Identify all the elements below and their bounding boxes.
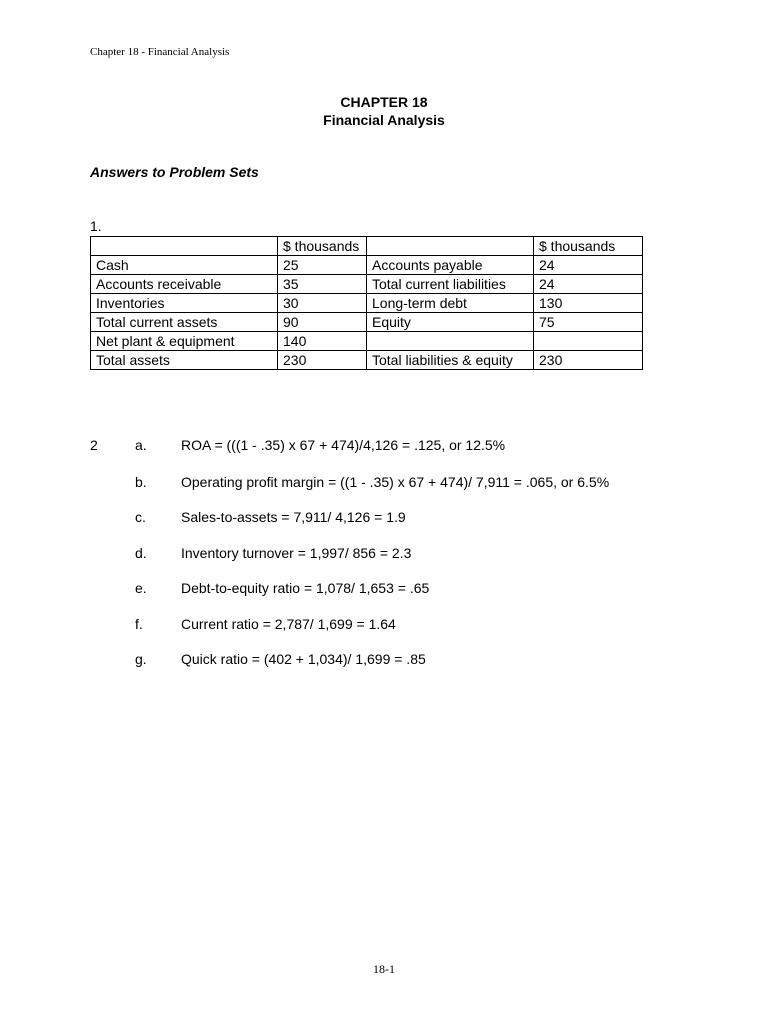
table-row xyxy=(91,332,643,351)
answer-current-ratio: Current ratio = 2,787/ 1,699 = 1.64 xyxy=(181,616,396,632)
item-letter: e. xyxy=(135,580,147,596)
table-cell: 24 xyxy=(534,275,643,294)
table-cell: 30 xyxy=(278,294,367,313)
table-cell: 140 xyxy=(278,332,367,351)
answer-debt-to-equity: Debt-to-equity ratio = 1,078/ 1,653 = .65 xyxy=(181,580,430,596)
table-cell: $ thousands xyxy=(278,237,367,256)
table-cell: Equity xyxy=(367,313,534,332)
answer-inventory-turnover: Inventory turnover = 1,997/ 856 = 2.3 xyxy=(181,545,412,561)
table-cell: 35 xyxy=(278,275,367,294)
table-cell: 230 xyxy=(534,351,643,370)
problem-2-number: 2 xyxy=(90,437,98,453)
table-cell: Long-term debt xyxy=(367,294,534,313)
chapter-subtitle: Financial Analysis xyxy=(323,112,445,128)
table-row xyxy=(91,256,643,275)
problem-1-number: 1. xyxy=(90,218,102,234)
table-cell: 24 xyxy=(534,256,643,275)
table-cell xyxy=(91,237,278,256)
table-cell: 130 xyxy=(534,294,643,313)
item-letter: g. xyxy=(135,651,147,667)
table-row xyxy=(91,351,643,370)
item-letter: d. xyxy=(135,545,147,561)
answer-roa: ROA = (((1 - .35) x 67 + 474)/4,126 = .125, or 12.5% xyxy=(181,437,506,453)
balance-sheet-table xyxy=(90,236,643,370)
table-row xyxy=(91,294,643,313)
table-cell: Net plant & equipment xyxy=(91,332,278,351)
table-cell: 230 xyxy=(278,351,367,370)
table-cell: Inventories xyxy=(91,294,278,313)
table-cell: Total liabilities & equity xyxy=(367,351,534,370)
table-cell: 90 xyxy=(278,313,367,332)
table-cell: 25 xyxy=(278,256,367,275)
table-cell: Total current assets xyxy=(91,313,278,332)
table-cell: Cash xyxy=(91,256,278,275)
item-letter: f. xyxy=(135,616,143,632)
answer-quick-ratio: Quick ratio = (402 + 1,034)/ 1,699 = .85 xyxy=(181,651,426,667)
table-cell: Total assets xyxy=(91,351,278,370)
table-cell: Accounts payable xyxy=(367,256,534,275)
running-header: Chapter 18 - Financial Analysis xyxy=(90,46,230,58)
table-row xyxy=(91,275,643,294)
item-letter: c. xyxy=(135,509,146,525)
table-cell xyxy=(367,237,534,256)
table-cell xyxy=(367,332,534,351)
table-header-row xyxy=(91,237,643,256)
section-heading: Answers to Problem Sets xyxy=(90,164,259,180)
table-cell: Total current liabilities xyxy=(367,275,534,294)
table-cell: Accounts receivable xyxy=(91,275,278,294)
chapter-title: CHAPTER 18 xyxy=(340,94,428,110)
answer-operating-profit-margin: Operating profit margin = ((1 - .35) x 67 + 474)/ 7,911 = .065, or 6.5% xyxy=(181,474,610,490)
table-cell: $ thousands xyxy=(534,237,643,256)
table-cell: 75 xyxy=(534,313,643,332)
answer-sales-to-assets: Sales-to-assets = 7,911/ 4,126 = 1.9 xyxy=(181,509,406,525)
item-letter: a. xyxy=(135,437,147,453)
table-row xyxy=(91,313,643,332)
table-cell xyxy=(534,332,643,351)
page-number: 18-1 xyxy=(373,962,395,976)
item-letter: b. xyxy=(135,474,147,490)
